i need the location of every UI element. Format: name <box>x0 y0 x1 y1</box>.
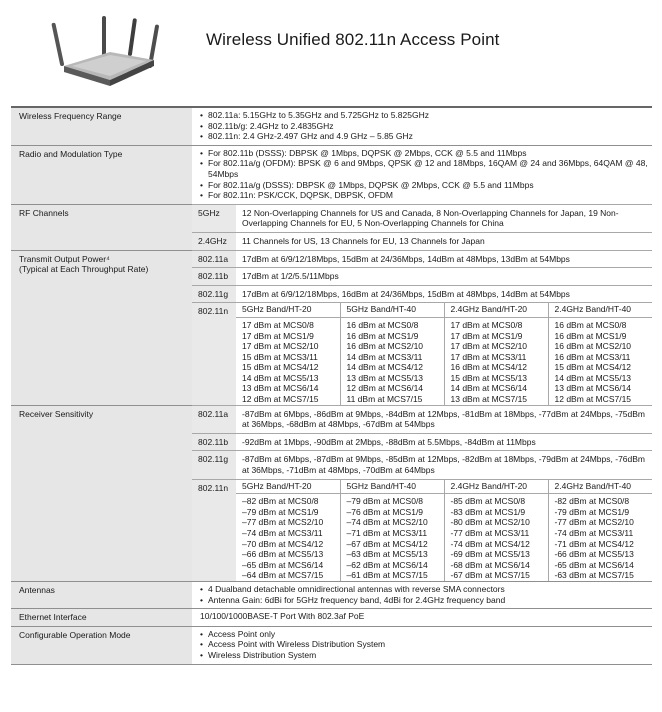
bullet-list <box>200 148 648 201</box>
band-value-line: 14 dBm at MCS5/13 <box>554 372 632 383</box>
bullet-list <box>200 584 648 605</box>
band-column <box>444 317 548 404</box>
std-label: 802.11b <box>192 268 236 286</box>
band-value-line: -83 dBm at MCS1/9 <box>450 506 526 517</box>
band-value-line: -71 dBm at MCS4/12 <box>554 538 634 549</box>
band-value-line: -67 dBm at MCS7/15 <box>450 570 530 581</box>
band-value-line: -68 dBm at MCS6/14 <box>450 559 530 570</box>
std-value: 17dBm at 6/9/12/18Mbps, 15dBm at 24/36Mbps, 14dBm at 48Mbps, 13dBm at 54Mbps <box>236 250 652 268</box>
band-value-line: –76 dBm at MCS1/9 <box>346 506 424 517</box>
list-item: • Access Point only <box>200 629 648 640</box>
band-table-cell <box>236 479 652 581</box>
list-item: • Antenna Gain: 6dBi for 5GHz frequency band, 4dBi for 2.4GHz frequency band <box>200 595 648 606</box>
row-label <box>11 250 192 405</box>
band-header: 5GHz Band/HT-40 <box>340 480 444 494</box>
rx-sensitivity-band-table <box>236 480 652 581</box>
band-value-line: –71 dBm at MCS3/11 <box>346 528 428 538</box>
std-label: 802.11n <box>192 479 236 581</box>
band-value-line: –65 dBm at MCS6/14 <box>242 559 324 570</box>
band-value-line: 17 dBm at MCS3/11 <box>450 351 527 362</box>
row-value <box>192 626 652 664</box>
band-value-line: 15 dBm at MCS5/13 <box>450 372 528 383</box>
band-value-line: 15 dBm at MCS4/12 <box>242 362 319 373</box>
band-value-line: 16 dBm at MCS1/9 <box>554 330 627 341</box>
band-value-line: -74 dBm at MCS4/12 <box>450 538 530 549</box>
band-value-line: –67 dBm at MCS4/12 <box>346 538 428 549</box>
band-value-line: 16 dBm at MCS0/8 <box>346 319 419 330</box>
std-value: 17dBm at 6/9/12/18Mbps, 16dBm at 24/36Mbps, 15dBm at 48Mbps, 14dBm at 54Mbps <box>236 285 652 303</box>
band-label: 2.4GHz <box>192 232 236 250</box>
std-label: 802.11a <box>192 405 236 433</box>
band-value-line: –77 dBm at MCS2/10 <box>242 517 324 528</box>
list-item: • Wireless Distribution System <box>200 650 648 661</box>
band-value-line: –74 dBm at MCS3/11 <box>242 528 323 538</box>
band-value-line: -77 dBm at MCS3/11 <box>450 528 530 538</box>
row-radio-modulation <box>11 145 652 204</box>
band-header: 5GHz Band/HT-20 <box>236 480 340 494</box>
std-label: 802.11g <box>192 451 236 479</box>
row-receiver-sensitivity <box>11 405 652 433</box>
band-value-line: 14 dBm at MCS3/11 <box>346 351 423 362</box>
std-label: 802.11a <box>192 250 236 268</box>
band-value-line: –66 dBm at MCS5/13 <box>242 549 324 560</box>
row-value <box>192 145 652 204</box>
list-item: • For 802.11a/g (DSSS): DBPSK @ 1Mbps, DQPSK @ 2Mbps, CCK @ 5.5 and 11Mbps <box>200 180 648 191</box>
band-header: 2.4GHz Band/HT-20 <box>444 303 548 317</box>
band-value-line: -74 dBm at MCS3/11 <box>554 528 634 538</box>
band-value-line: 17 dBm at MCS0/8 <box>242 319 314 330</box>
band-value-line: 13 dBm at MCS6/14 <box>242 383 319 394</box>
band-value-line: -66 dBm at MCS5/13 <box>554 549 634 560</box>
band-value-line: 12 dBm at MCS7/15 <box>554 394 632 405</box>
band-value: 11 Channels for US, 13 Channels for EU, 13 Channels for Japan <box>236 232 652 250</box>
band-value-line: –79 dBm at MCS0/8 <box>346 496 424 507</box>
std-value: 17dBm at 1/2/5.5/11Mbps <box>236 268 652 286</box>
band-values-row <box>236 494 652 581</box>
band-value-line: –70 dBm at MCS4/12 <box>242 538 324 549</box>
band-column <box>340 494 444 581</box>
band-value-line: 14 dBm at MCS6/14 <box>450 383 528 394</box>
band-value-line: 16 dBm at MCS0/8 <box>554 319 627 330</box>
band-value-line: -77 dBm at MCS2/10 <box>554 517 634 528</box>
std-value: -87dBm at 6Mbps, -86dBm at 9Mbps, -84dBm at 12Mbps, -81dBm at 18Mbps, -77dBm at 24Mbps, -75dBm at 36Mbps, -68dBm at 48Mbps, -67dBm at 54Mbps <box>236 405 652 433</box>
list-item: • 4 Dualband detachable omnidirectional antennas with reverse SMA connectors <box>200 584 648 595</box>
row-antennas <box>11 581 652 608</box>
row-rf-channels <box>11 204 652 232</box>
band-column <box>236 317 340 404</box>
band-header-row <box>236 303 652 317</box>
band-value-line: 13 dBm at MCS7/15 <box>450 394 528 405</box>
band-value-line: -63 dBm at MCS7/15 <box>554 570 634 581</box>
row-label: Wireless Frequency Range <box>11 107 192 145</box>
band-value-line: 17 dBm at MCS2/10 <box>242 341 319 352</box>
row-label: Configurable Operation Mode <box>11 626 192 664</box>
band-header: 2.4GHz Band/HT-20 <box>444 480 548 494</box>
band-value-line: –82 dBm at MCS0/8 <box>242 496 319 507</box>
band-value-line: -65 dBm at MCS6/14 <box>554 559 634 570</box>
row-wireless-frequency-range <box>11 107 652 145</box>
row-label-line: (Typical at Each Throughput Rate) <box>19 264 149 275</box>
band-value-line: 12 dBm at MCS7/15 <box>242 394 319 405</box>
band-value-line: 14 dBm at MCS5/13 <box>242 372 319 383</box>
band-value-line: -79 dBm at MCS1/9 <box>554 506 630 517</box>
band-value-line: 13 dBm at MCS5/13 <box>346 372 424 383</box>
band-value-line: –79 dBm at MCS1/9 <box>242 506 319 517</box>
band-value-line: 16 dBm at MCS2/10 <box>346 341 424 352</box>
band-value-line: 17 dBm at MCS1/9 <box>450 330 523 341</box>
band-value: 12 Non-Overlapping Channels for US and Canada, 8 Non-Overlapping Channels for Japan, 19 Non-Overlapping Channels for EU, 5 Non-Overlapping Channels for China <box>236 204 652 232</box>
row-transmit-power <box>11 250 652 268</box>
page-title: Wireless Unified 802.11n Access Point <box>206 30 500 49</box>
row-value <box>192 581 652 608</box>
band-value-line: -80 dBm at MCS2/10 <box>450 517 530 528</box>
band-value-line: 12 dBm at MCS6/14 <box>346 383 424 394</box>
header <box>0 0 662 100</box>
band-column <box>340 317 444 404</box>
band-value-line: 14 dBm at MCS4/12 <box>346 362 424 373</box>
band-header-row <box>236 480 652 494</box>
band-value-line: 15 dBm at MCS3/11 <box>242 351 318 362</box>
spec-table <box>11 106 652 665</box>
band-value-line: 16 dBm at MCS4/12 <box>450 362 528 373</box>
row-label: Radio and Modulation Type <box>11 145 192 204</box>
row-value: 10/100/1000BASE-T Port With 802.3af PoE <box>192 609 652 627</box>
band-value-line: 17 dBm at MCS1/9 <box>242 330 314 341</box>
row-label: Ethernet Interface <box>11 609 192 627</box>
band-value-line: -85 dBm at MCS0/8 <box>450 496 526 507</box>
band-value-line: 16 dBm at MCS1/9 <box>346 330 419 341</box>
row-label: Antennas <box>11 581 192 608</box>
band-label: 5GHz <box>192 204 236 232</box>
bullet-list <box>200 629 648 661</box>
band-column <box>548 494 652 581</box>
band-value-line: –63 dBm at MCS5/13 <box>346 549 428 560</box>
band-value-line: -82 dBm at MCS0/8 <box>554 496 630 507</box>
band-column <box>548 317 652 404</box>
band-value-line: 13 dBm at MCS6/14 <box>554 383 632 394</box>
list-item: • For 802.11a/g (OFDM): BPSK @ 6 and 9Mbps, QPSK @ 12 and 18Mbps, 16QAM @ 24 and 36Mbps, 64QAM @ 48, 54Mbps <box>200 158 648 179</box>
band-value-line: -69 dBm at MCS5/13 <box>450 549 530 560</box>
band-column <box>236 494 340 581</box>
row-ethernet <box>11 609 652 627</box>
row-operation-mode <box>11 626 652 664</box>
std-value: -92dBm at 1Mbps, -90dBm at 2Mbps, -88dBm at 5.5Mbps, -84dBm at 11Mbps <box>236 433 652 451</box>
band-value-line: –62 dBm at MCS6/14 <box>346 559 428 570</box>
row-label: RF Channels <box>11 204 192 250</box>
row-label-line: Transmit Output Power⁴ <box>19 253 110 264</box>
list-item: • 802.11n: 2.4 GHz-2.497 GHz and 4.9 GHz – 5.85 GHz <box>200 131 648 142</box>
band-column <box>444 494 548 581</box>
row-value <box>192 107 652 145</box>
list-item: • 802.11a: 5.15GHz to 5.35GHz and 5.725GHz to 5.825GHz <box>200 110 648 121</box>
band-values-row <box>236 317 652 404</box>
std-label: 802.11n <box>192 303 236 405</box>
bullet-list <box>200 110 648 142</box>
list-item: • 802.11b/g: 2.4GHz to 2.4835GHz <box>200 121 648 132</box>
band-header: 5GHz Band/HT-20 <box>236 303 340 317</box>
access-point-photo <box>50 14 160 94</box>
band-value-line: 17 dBm at MCS0/8 <box>450 319 523 330</box>
std-label: 802.11g <box>192 285 236 303</box>
std-label: 802.11b <box>192 433 236 451</box>
std-value: -87dBm at 6Mbps, -87dBm at 9Mbps, -85dBm at 12Mbps, -82dBm at 18Mbps, -79dBm at 24Mbps, -76dBm at 36Mbps, -71dBm at 48Mbps, -70dBm at 64Mbps <box>236 451 652 479</box>
band-value-line: 16 dBm at MCS2/10 <box>554 341 632 352</box>
band-value-line: 11 dBm at MCS7/15 <box>346 394 423 405</box>
band-header: 2.4GHz Band/HT-40 <box>548 303 652 317</box>
band-value-line: 17 dBm at MCS2/10 <box>450 341 528 352</box>
band-header: 2.4GHz Band/HT-40 <box>548 480 652 494</box>
band-header: 5GHz Band/HT-40 <box>340 303 444 317</box>
tx-power-band-table <box>236 303 652 404</box>
list-item: • For 802.11n: PSK/CCK, DQPSK, DBPSK, OFDM <box>200 190 648 201</box>
band-value-line: 15 dBm at MCS4/12 <box>554 362 632 373</box>
row-label: Receiver Sensitivity <box>11 405 192 581</box>
list-item: • Access Point with Wireless Distribution System <box>200 639 648 650</box>
list-item: • For 802.11b (DSSS): DBPSK @ 1Mbps, DQPSK @ 2Mbps, CCK @ 5.5 and 11Mbps <box>200 148 648 159</box>
band-value-line: 16 dBm at MCS3/11 <box>554 351 631 362</box>
band-table-cell <box>236 303 652 405</box>
band-value-line: –74 dBm at MCS2/10 <box>346 517 428 528</box>
band-value-line: –61 dBm at MCS7/15 <box>346 570 428 581</box>
band-value-line: –64 dBm at MCS7/15 <box>242 570 324 581</box>
